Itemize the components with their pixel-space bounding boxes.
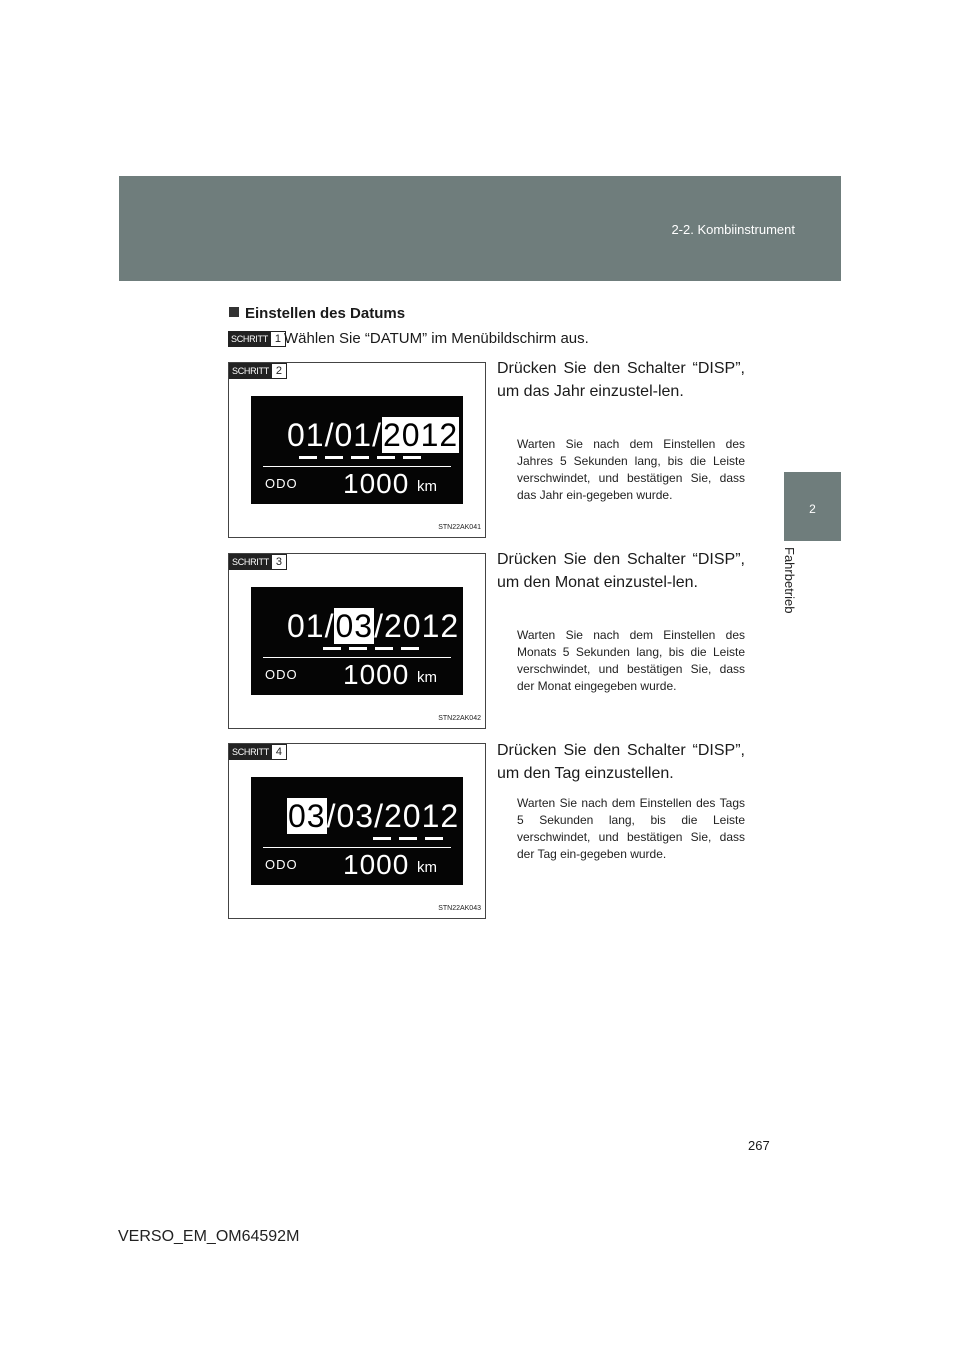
chapter-label-text: Fahrbetrieb (782, 547, 797, 614)
figure-step-4 (228, 743, 486, 919)
odo-label: ODO (265, 476, 298, 491)
date-year: 2012 (383, 798, 460, 834)
step-badge-3 (229, 554, 287, 570)
step-3-note: Warten Sie nach dem Einstellen des Monats 5 Sekunden lang, bis die Leiste verschwindet, und bestätigen Sie, dass der Monat eingegeben wurde. (517, 628, 745, 693)
section-title-text: Einstellen des Datums (245, 305, 406, 322)
odo-value: 1000 (343, 468, 410, 499)
date-month: 03 (336, 798, 375, 834)
footer-code: VERSO_EM_OM64592M (118, 1228, 300, 1245)
square-bullet-icon (229, 307, 239, 317)
odo-unit: km (417, 859, 437, 876)
step-badge-4 (229, 744, 287, 760)
display-divider (263, 466, 451, 467)
date-month: 01 (334, 417, 373, 453)
figure-step-3 (228, 553, 486, 729)
cluster-display (251, 777, 463, 885)
section-title (229, 305, 405, 322)
chapter-label (781, 547, 801, 627)
step-badge-2 (229, 363, 287, 379)
step-badge-1 (228, 331, 286, 347)
step-3-text: Drücken Sie den Schalter “DISP”, um den Monat einzustel-len. (497, 551, 745, 591)
odo-unit: km (417, 669, 437, 686)
odo-unit: km (417, 478, 437, 495)
step-number: 2 (272, 363, 287, 379)
date-year-highlighted: 2012 (382, 417, 459, 453)
page-number: 267 (748, 1138, 770, 1153)
step-number: 4 (272, 744, 287, 760)
cluster-display (251, 396, 463, 504)
display-divider (263, 657, 451, 658)
date-readout: 03/03/2012 (288, 798, 460, 834)
image-code: STN22AK042 (438, 715, 481, 722)
step-label: SCHRITT (229, 744, 272, 760)
step-4-note: Warten Sie nach dem Einstellen des Tags 5 Sekunden lang, bis die Leiste verschwindet, und bestätigen Sie, dass der Tag ein-gegeben wurde. (517, 796, 745, 861)
step-label: SCHRITT (229, 554, 272, 570)
odo-value: 1000 (343, 659, 410, 690)
date-day: 01 (287, 417, 325, 453)
date-year: 2012 (383, 608, 460, 644)
display-divider (263, 847, 451, 848)
chapter-number: 2 (809, 502, 816, 516)
step-2-note: Warten Sie nach dem Einstellen des Jahres 5 Sekunden lang, bis die Leiste verschwindet, und bestätigen Sie, dass das Jahr ein-gegeben wurde. (517, 437, 745, 502)
image-code: STN22AK041 (438, 524, 481, 531)
odo-value: 1000 (343, 849, 410, 880)
odo-label: ODO (265, 857, 298, 872)
step-4-text: Drücken Sie den Schalter “DISP”, um den Tag einzustellen. (497, 742, 745, 782)
setting-bar (299, 456, 429, 459)
step-number: 3 (272, 554, 287, 570)
date-month-highlighted: 03 (335, 608, 374, 644)
image-code: STN22AK043 (438, 905, 481, 912)
setting-bar (373, 837, 429, 840)
step-number: 1 (271, 331, 286, 347)
chapter-tab (784, 472, 841, 541)
date-readout: 01/03/2012 (287, 608, 460, 644)
header-section-title: 2-2. Kombiinstrument (671, 222, 795, 237)
date-day-highlighted: 03 (288, 798, 326, 834)
cluster-display (251, 587, 463, 695)
step-label: SCHRITT (229, 363, 272, 379)
date-readout: 01/01/2012 (287, 417, 459, 453)
step-1-text: Wählen Sie “DATUM” im Menübildschirm aus. (284, 330, 589, 347)
date-day: 01 (287, 608, 325, 644)
figure-step-2 (228, 362, 486, 538)
step-2-text: Drücken Sie den Schalter “DISP”, um das Jahr einzustel-len. (497, 360, 745, 400)
setting-bar (323, 647, 423, 650)
odo-label: ODO (265, 667, 298, 682)
step-label: SCHRITT (228, 331, 271, 347)
page-header (119, 176, 841, 281)
